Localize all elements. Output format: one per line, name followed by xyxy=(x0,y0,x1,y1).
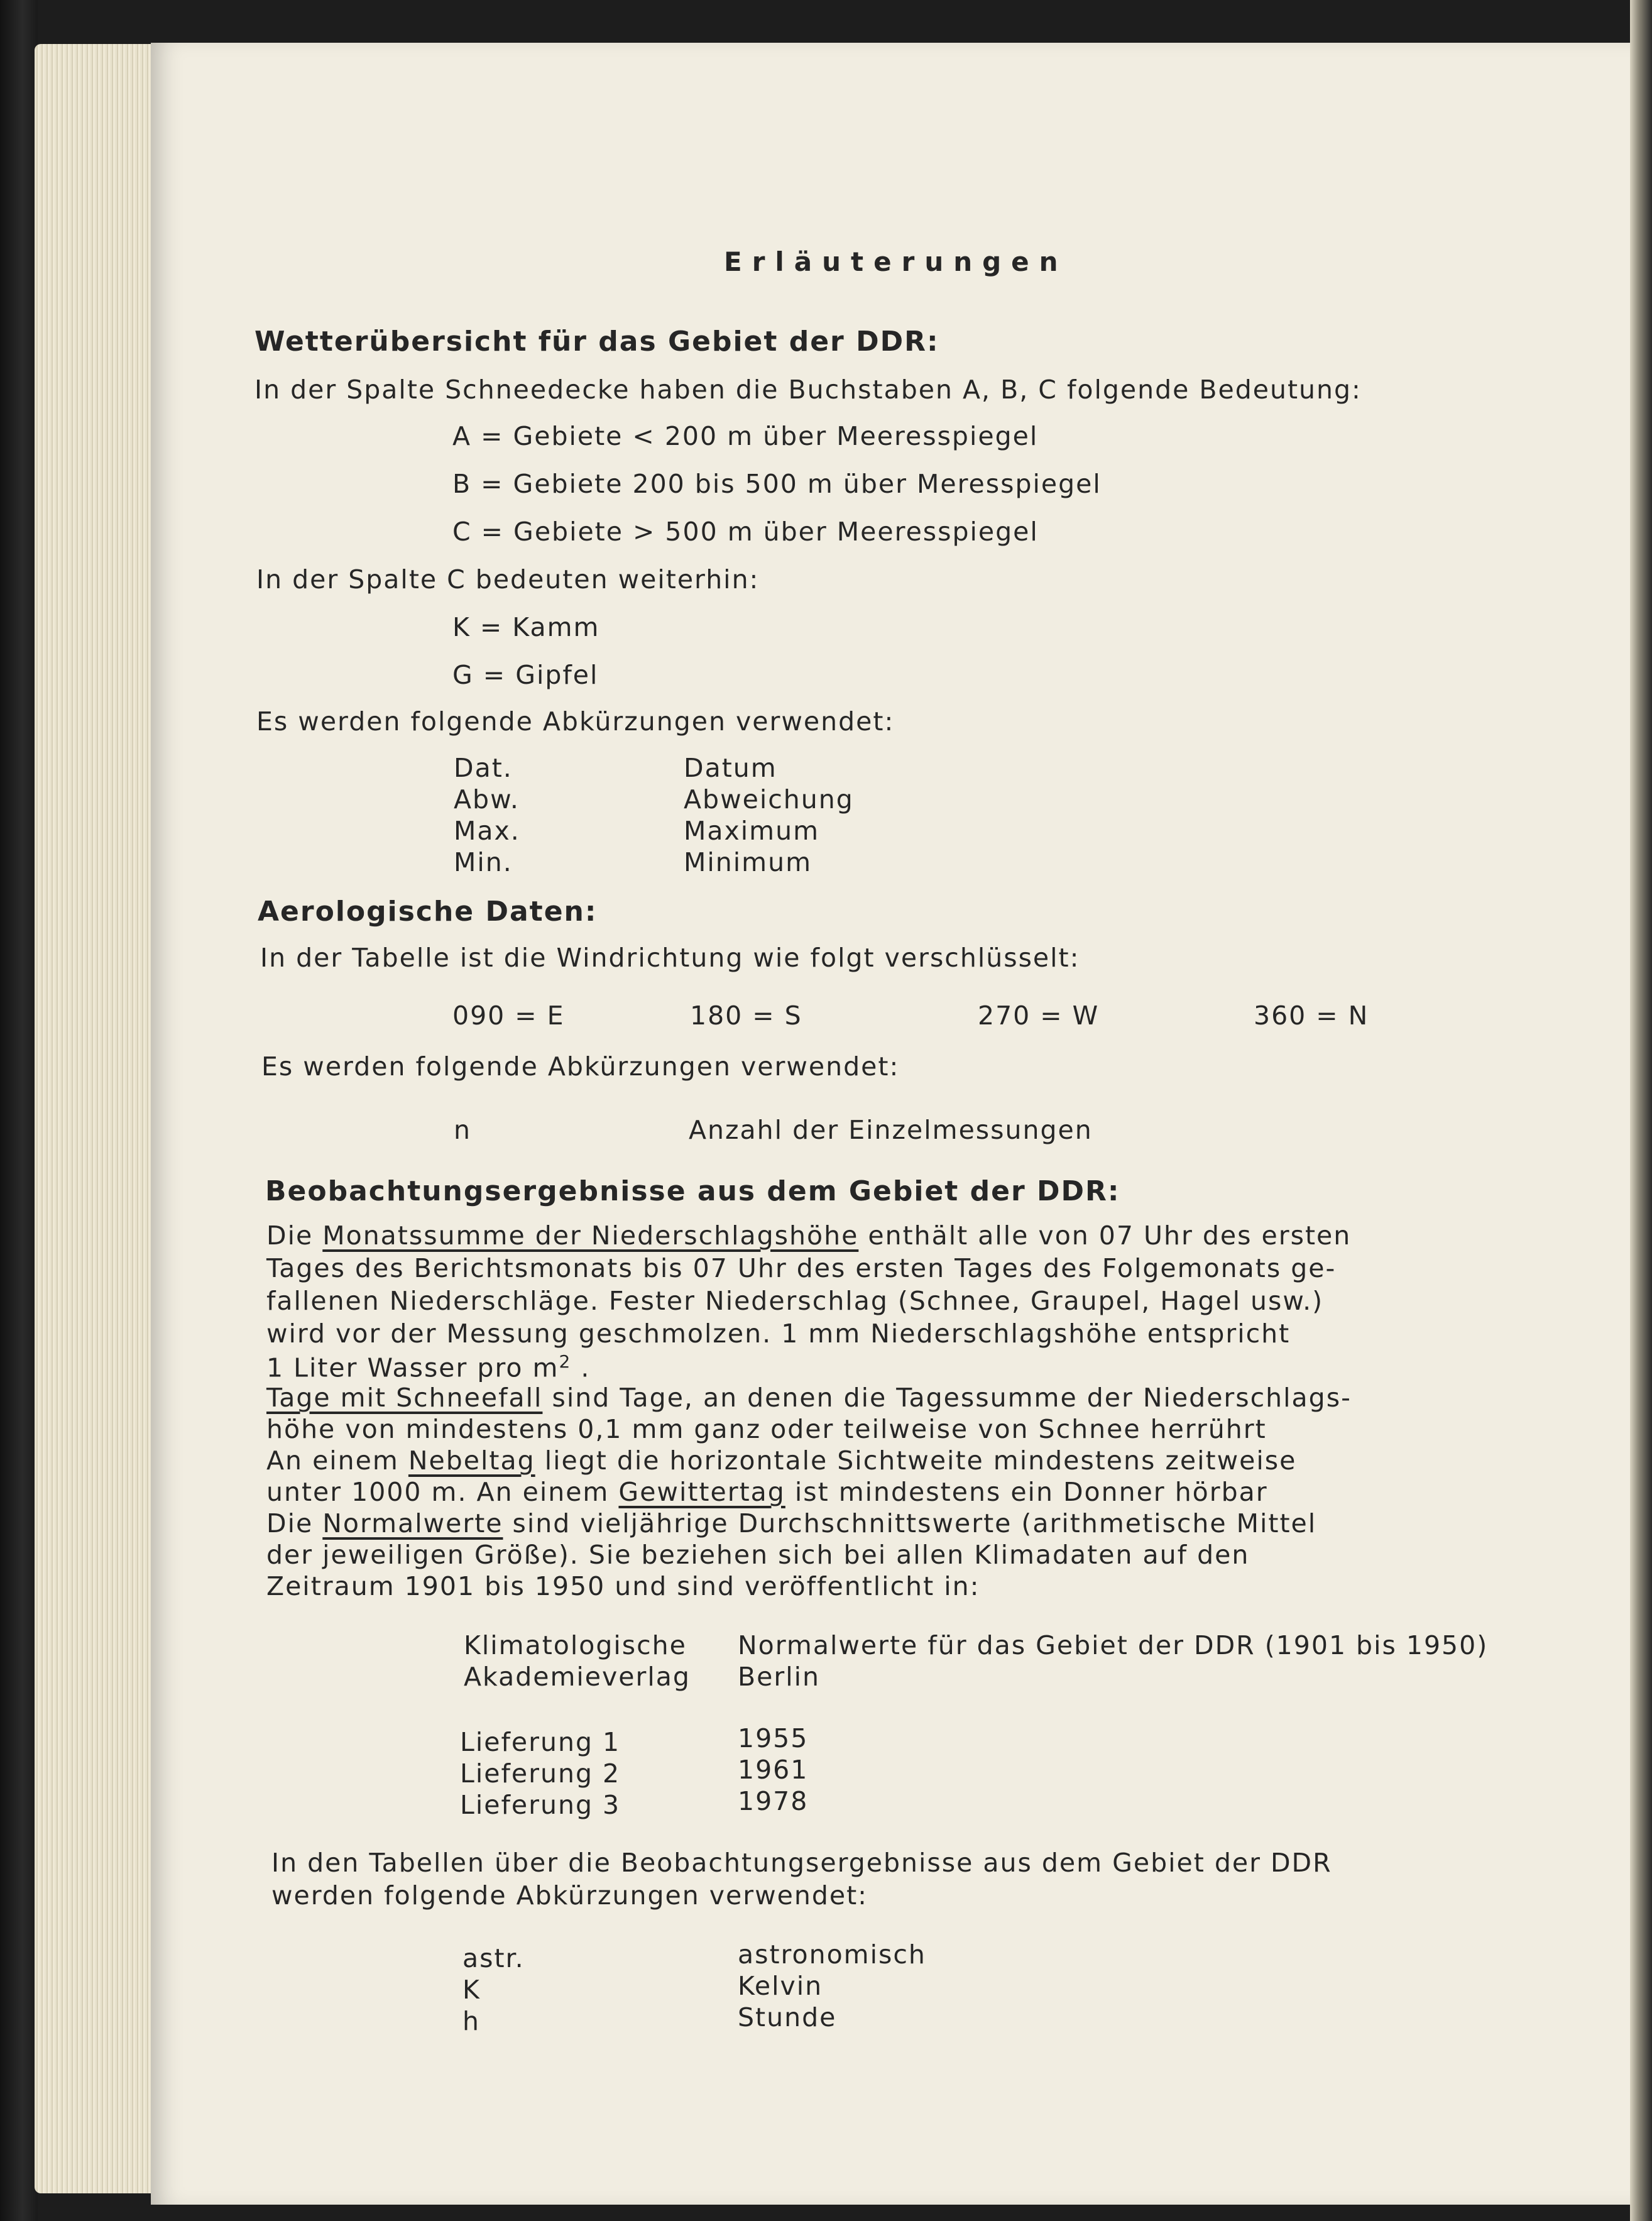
wind-code: 270 = W xyxy=(978,1001,1100,1031)
abbr-value: Anzahl der Einzelmessungen xyxy=(689,1115,1093,1145)
para1-line4: wird vor der Messung geschmolzen. 1 mm Niederschlagshöhe entspricht xyxy=(266,1319,1291,1349)
abbr-key: astr. xyxy=(462,1943,525,1973)
code-line-b: B = Gebiete 200 bis 500 m über Meresspiegel xyxy=(452,469,1102,499)
tables-intro-line1: In den Tabellen über die Beobachtungsergebnisse aus dem Gebiet der DDR xyxy=(271,1848,1332,1878)
abbr-key: Min. xyxy=(454,847,513,877)
para4-line3: Zeitraum 1901 bis 1950 und sind veröffentlicht in: xyxy=(266,1571,980,1601)
c-column-intro: In der Spalte C bedeuten weiterhin: xyxy=(256,564,760,595)
term-normalwerte: Normalwerte xyxy=(322,1508,503,1538)
delivery-year: 1978 xyxy=(738,1786,809,1816)
code-line-a: A = Gebiete < 200 m über Meeresspiegel xyxy=(452,421,1039,451)
term-schneefall: Tage mit Schneefall xyxy=(266,1383,543,1413)
section-heading-wetter: Wetterübersicht für das Gebiet der DDR: xyxy=(254,326,939,358)
abbr-key: K xyxy=(462,1975,481,2005)
delivery-year: 1955 xyxy=(738,1723,809,1753)
book-cover-edge xyxy=(0,0,38,2221)
abbr-value: Maximum xyxy=(684,816,820,846)
reference-title-a: Klimatologische xyxy=(464,1630,687,1660)
page-stack xyxy=(35,44,160,2193)
para4-line1: Die Normalwerte sind vieljährige Durchschnittswerte (arithmetische Mittel xyxy=(266,1508,1317,1538)
abbr-value: astronomisch xyxy=(738,1939,926,1970)
section-heading-aerologie: Aerologische Daten: xyxy=(258,896,598,928)
reference-publisher-b: Berlin xyxy=(738,1662,820,1692)
reference-title-b: Normalwerte für das Gebiet der DDR (1901 bis 1950) xyxy=(738,1630,1489,1660)
wind-code: 090 = E xyxy=(452,1001,565,1031)
para3-line1: An einem Nebeltag liegt die horizontale Sichtweite mindestens zeitweise xyxy=(266,1445,1297,1476)
abbr-value: Minimum xyxy=(684,847,812,877)
abbr-value: Kelvin xyxy=(738,1971,823,2001)
abbr-key: n xyxy=(454,1115,471,1145)
abbr-value: Abweichung xyxy=(684,784,854,814)
section1-intro: In der Spalte Schneedecke haben die Buchstaben A, B, C folgende Bedeutung: xyxy=(254,375,1362,405)
section2-intro: In der Tabelle ist die Windrichtung wie folgt verschlüsselt: xyxy=(260,943,1080,973)
abbr-key: h xyxy=(462,2006,480,2036)
code-line-c: C = Gebiete > 500 m über Meeresspiegel xyxy=(452,517,1039,547)
wind-code: 180 = S xyxy=(690,1001,802,1031)
abbr-intro-1: Es werden folgende Abkürzungen verwendet: xyxy=(256,706,895,737)
para1-line5: 1 Liter Wasser pro $m^2$ . xyxy=(266,1351,591,1383)
right-page-edge xyxy=(1630,0,1652,2221)
para1-line1: Die Monatssumme der Niederschlagshöhe enthält alle von 07 Uhr des ersten xyxy=(266,1220,1352,1251)
para1-line2: Tages des Berichtsmonats bis 07 Uhr des ersten Tages des Folgemonats ge- xyxy=(266,1253,1337,1283)
abbr-key: Dat. xyxy=(454,753,513,783)
para2-line1: Tage mit Schneefall sind Tage, an denen die Tagessumme der Niederschlags- xyxy=(266,1383,1352,1413)
delivery-key: Lieferung 2 xyxy=(460,1758,621,1789)
abbr-key: Abw. xyxy=(454,784,520,814)
code-line-k: K = Kamm xyxy=(452,612,600,642)
para3-line2: unter 1000 m. An einem Gewittertag ist mindestens ein Donner hörbar xyxy=(266,1477,1268,1507)
section-heading-beobachtung: Beobachtungsergebnisse aus dem Gebiet der DDR: xyxy=(265,1175,1120,1207)
abbr-intro-2: Es werden folgende Abkürzungen verwendet: xyxy=(261,1051,900,1082)
delivery-key: Lieferung 3 xyxy=(460,1790,621,1820)
term-nebeltag: Nebeltag xyxy=(408,1445,535,1476)
para4-line2: der jeweiligen Größe). Sie beziehen sich bei allen Klimadaten auf den xyxy=(266,1540,1250,1570)
delivery-year: 1961 xyxy=(738,1755,809,1785)
term-gewittertag: Gewittertag xyxy=(618,1477,785,1507)
abbr-value: Datum xyxy=(684,753,777,783)
para1-line3: fallenen Niederschläge. Fester Niederschlag (Schnee, Graupel, Hagel usw.) xyxy=(266,1286,1324,1316)
wind-code: 360 = N xyxy=(1254,1001,1369,1031)
abbr-value: Stunde xyxy=(738,2002,837,2032)
tables-intro-line2: werden folgende Abkürzungen verwendet: xyxy=(271,1880,868,1911)
para2-line2: höhe von mindestens 0,1 mm ganz oder teilweise von Schnee herrührt xyxy=(266,1414,1267,1444)
term-monatssumme: Monatssumme der Niederschlagshöhe xyxy=(322,1220,859,1251)
page-title: Erläuterungen xyxy=(724,246,1068,277)
abbr-key: Max. xyxy=(454,816,520,846)
code-line-g: G = Gipfel xyxy=(452,660,599,690)
reference-publisher-a: Akademieverlag xyxy=(464,1662,691,1692)
delivery-key: Lieferung 1 xyxy=(460,1727,621,1757)
